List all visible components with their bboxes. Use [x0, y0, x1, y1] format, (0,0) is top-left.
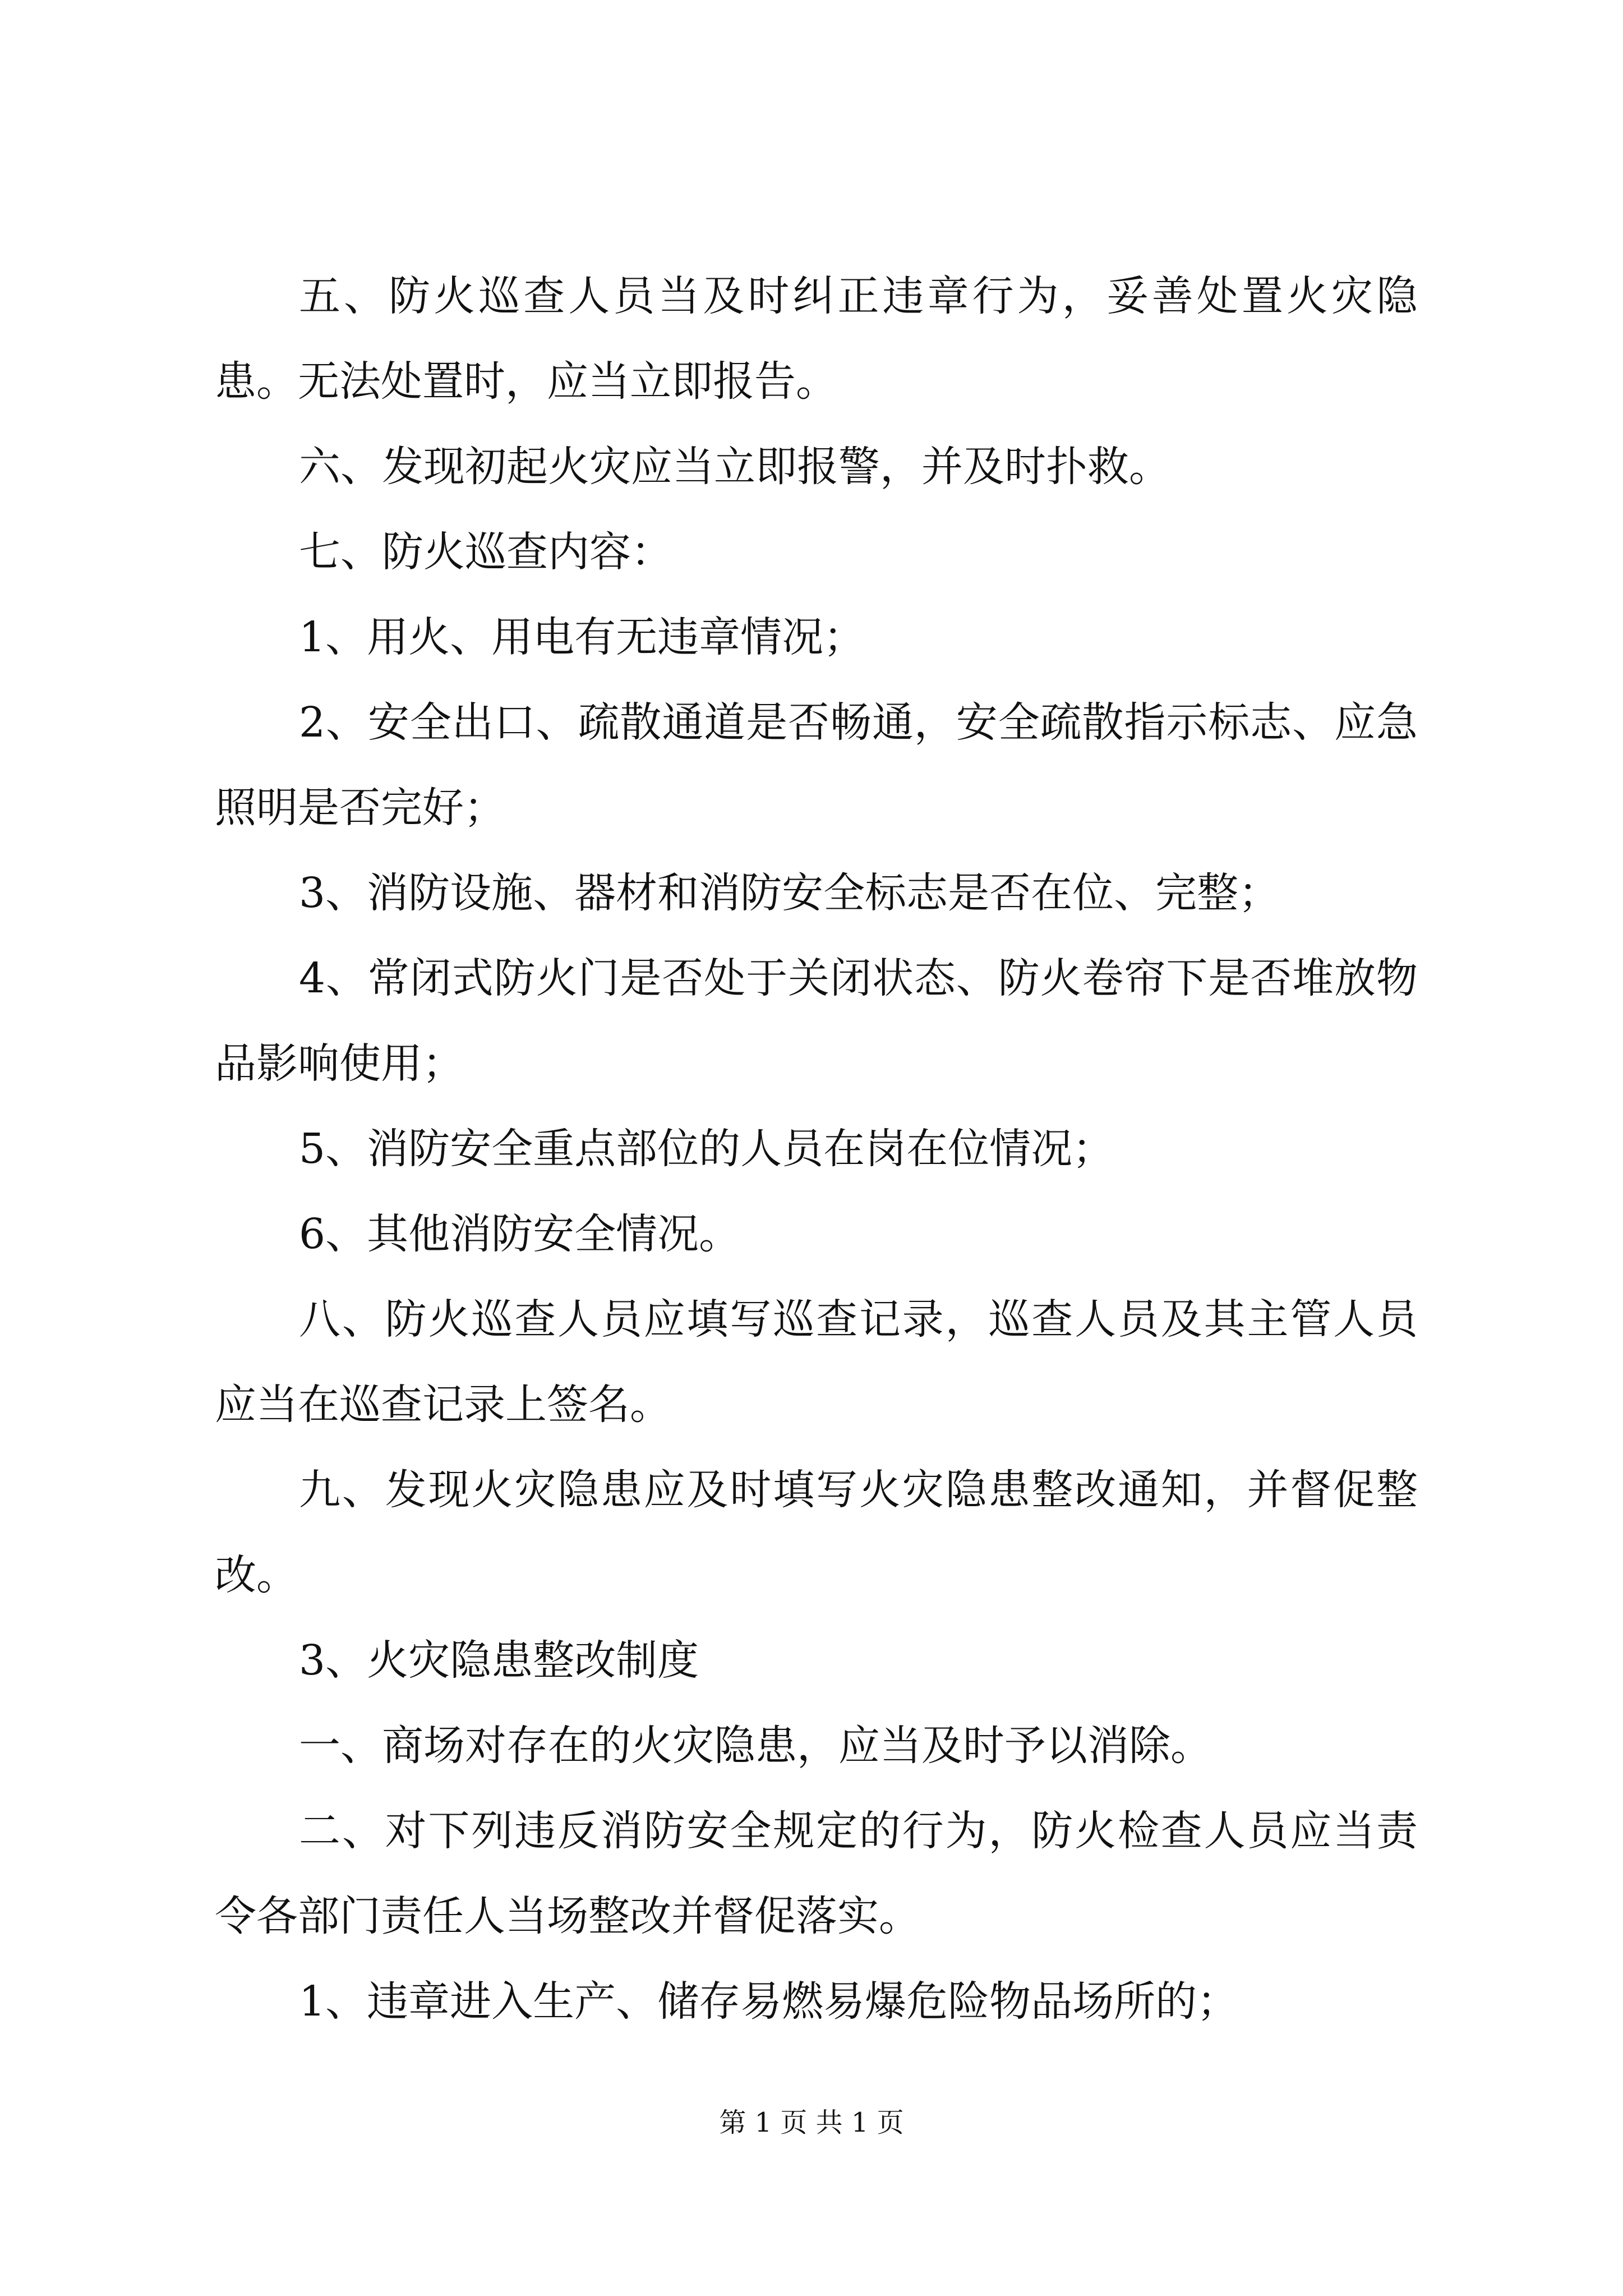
paragraph: 一、商场对存在的火灾隐患，应当及时予以消除。: [299, 1722, 1212, 1770]
paragraph: 1、用火、用电有无违章情况；: [299, 613, 865, 661]
page-number-footer: 第 1 页 共 1 页: [719, 2107, 904, 2138]
paragraph: 二、对下列违反消防安全规定的行为，防火检查人员应当责令各部门责任人当场整改并督促落实。: [215, 1807, 1418, 1940]
paragraph: 七、防火巡查内容：: [299, 528, 672, 576]
paragraph: 五、防火巡查人员当及时纠正违章行为，妥善处置火灾隐患。无法处置时，应当立即报告。: [215, 272, 1418, 406]
paragraph: 1、违章进入生产、储存易燃易爆危险物品场所的；: [299, 1977, 1239, 2026]
document-body: [215, 254, 1418, 2044]
paragraph: 5、消防安全重点部位的人员在岗在位情况；: [299, 1125, 1114, 1173]
paragraph: 3、消防设施、器材和消防安全标志是否在位、完整；: [299, 869, 1280, 917]
section-heading: 3、火灾隐患整改制度: [299, 1636, 699, 1685]
paragraph: 6、其他消防安全情况。: [299, 1210, 741, 1258]
paragraph: 九、发现火灾隐患应及时填写火灾隐患整改通知，并督促整改。: [215, 1466, 1418, 1599]
paragraph: 六、发现初起火灾应当立即报警，并及时扑救。: [299, 443, 1170, 491]
paragraph: 4、常闭式防火门是否处于关闭状态、防火卷帘下是否堆放物品影响使用；: [215, 954, 1418, 1088]
paragraph: 2、安全出口、疏散通道是否畅通，安全疏散指示标志、应急照明是否完好；: [215, 698, 1418, 832]
paragraph: 八、防火巡查人员应填写巡查记录，巡查人员及其主管人员应当在巡查记录上签名。: [215, 1295, 1418, 1429]
